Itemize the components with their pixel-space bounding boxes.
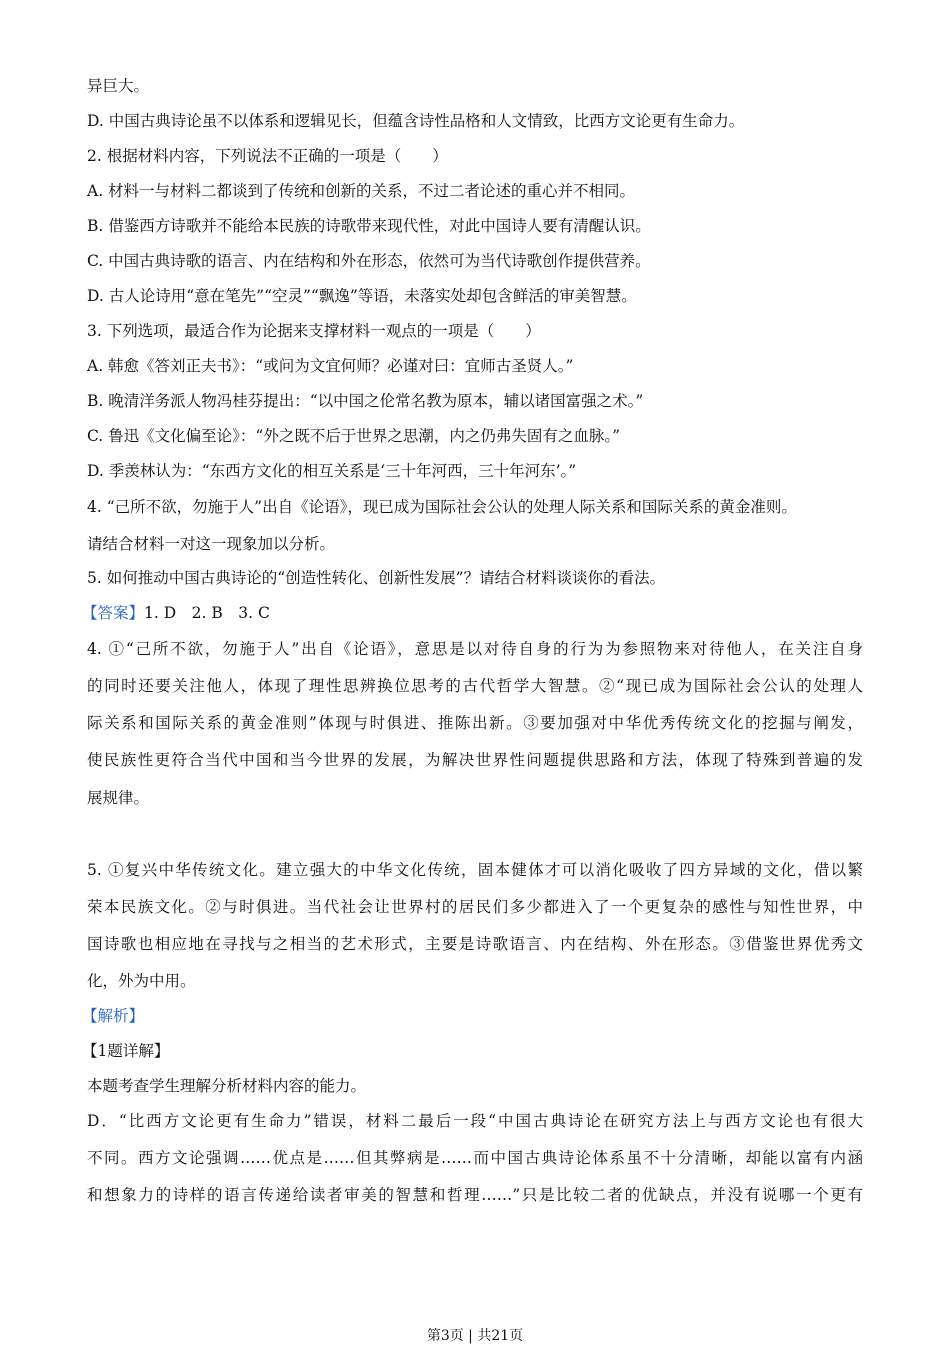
answer4-line: 际关系和国际关系的黄金准则”体现与时俱进、推陈出新。③要加强对中华优秀传统文化的挖掘与阐发， xyxy=(87,714,863,732)
answer4-line: 的同时还要关注他人，体现了理性思辨换位思考的古代哲学大智慧。②“现已成为国际社会公认的处理人 xyxy=(87,677,863,695)
option-c: C. 中国古典诗歌的语言、内在结构和外在形态，依然可为当代诗歌创作提供营养。 xyxy=(87,252,651,270)
detail-line: 不同。西方文论强调……优点是……但其弊病是……而中国古典诗论体系虽不十分清晰，却能以富有内涵 xyxy=(87,1149,863,1167)
answer-line xyxy=(82,603,270,623)
option-d: D. 古人论诗用“意在笔先”“空灵”“飘逸”等语，未落实处却包含鲜活的审美智慧。 xyxy=(87,287,637,305)
question-4-cont: 请结合材料一对这一现象加以分析。 xyxy=(87,535,336,553)
answer5-line: 荣本民族文化。②与时俱进。当代社会让世界村的居民们多少都进入了一个更复杂的感性与知性世界，中 xyxy=(87,898,863,916)
detail-line: 和想象力的诗样的语言传递给读者审美的智慧和哲理……”只是比较二者的优缺点，并没有说哪一个更有 xyxy=(87,1186,863,1204)
detail-label: 【1题详解】 xyxy=(82,1042,170,1060)
option-b: B. 借鉴西方诗歌并不能给本民族的诗歌带来现代性，对此中国诗人要有清醒认识。 xyxy=(87,217,651,235)
question-2: 2. 根据材料内容，下列说法不正确的一项是（ ） xyxy=(87,147,448,165)
analysis-label: 【解析】 xyxy=(82,1007,145,1025)
answer4-line: 展规律。 xyxy=(87,789,150,807)
answer-text: 1. D 2. B 3. C xyxy=(144,604,270,622)
answer5-line: 5. ①复兴中华传统文化。建立强大的中华文化传统，固本健体才可以消化吸收了四方异域的文化，借以繁 xyxy=(87,861,863,879)
option-d: D. 中国古典诗论虽不以体系和逻辑见长，但蕴含诗性品格和人文情致，比西方文论更有生命力。 xyxy=(87,112,745,130)
page-footer: 第3页 | 共21页 xyxy=(426,1328,524,1344)
answer5-line: 化，外为中用。 xyxy=(87,972,196,990)
option-a: A. 韩愈《答刘正夫书》：“或问为文宜何师？必谨对曰：宜师古圣贤人。” xyxy=(87,357,574,375)
question-3: 3. 下列选项，最适合作为论据来支撑材料一观点的一项是（ ） xyxy=(87,322,541,340)
option-b: B. 晚清洋务派人物冯桂芬提出：“以中国之伦常名教为原本，辅以诸国富强之术。” xyxy=(87,392,644,410)
question-5: 5. 如何推动中国古典诗论的“创造性转化、创新性发展”？请结合材料谈谈你的看法。 xyxy=(87,569,666,587)
question-4: 4. “己所不欲，勿施于人”出自《论语》，现已成为国际社会公认的处理人际关系和国际关系的黄金准则。 xyxy=(87,498,797,516)
option-c: C. 鲁迅《文化偏至论》：“外之既不后于世界之思潮，内之仍弗失固有之血脉。” xyxy=(87,427,621,445)
answer5-line: 国诗歌也相应地在寻找与之相当的艺术形式，主要是诗歌语言、内在结构、外在形态。③借鉴世界优秀文 xyxy=(87,935,863,953)
detail-line: 本题考查学生理解分析材料内容的能力。 xyxy=(87,1077,367,1095)
detail-line: D．“比西方文论更有生命力”错误，材料二最后一段“中国古典诗论在研究方法上与西方文论也有很大 xyxy=(87,1112,863,1130)
answer-label: 【答案】 xyxy=(82,604,145,622)
text-line: 异巨大。 xyxy=(87,77,150,95)
answer4-line: 使民族性更符合当代中国和当今世界的发展，为解决世界性问题提供思路和方法，体现了特殊到普遍的发 xyxy=(87,751,863,769)
answer4-line: 4. ①“己所不欲，勿施于人”出自《论语》，意思是以对待自身的行为为参照物来对待他人，在关注自身 xyxy=(87,640,863,658)
option-a: A. 材料一与材料二都谈到了传统和创新的关系，不过二者论述的重心并不相同。 xyxy=(87,182,636,200)
option-d: D. 季羡林认为：“东西方文化的相互关系是‘三十年河西，三十年河东’。” xyxy=(87,462,577,480)
